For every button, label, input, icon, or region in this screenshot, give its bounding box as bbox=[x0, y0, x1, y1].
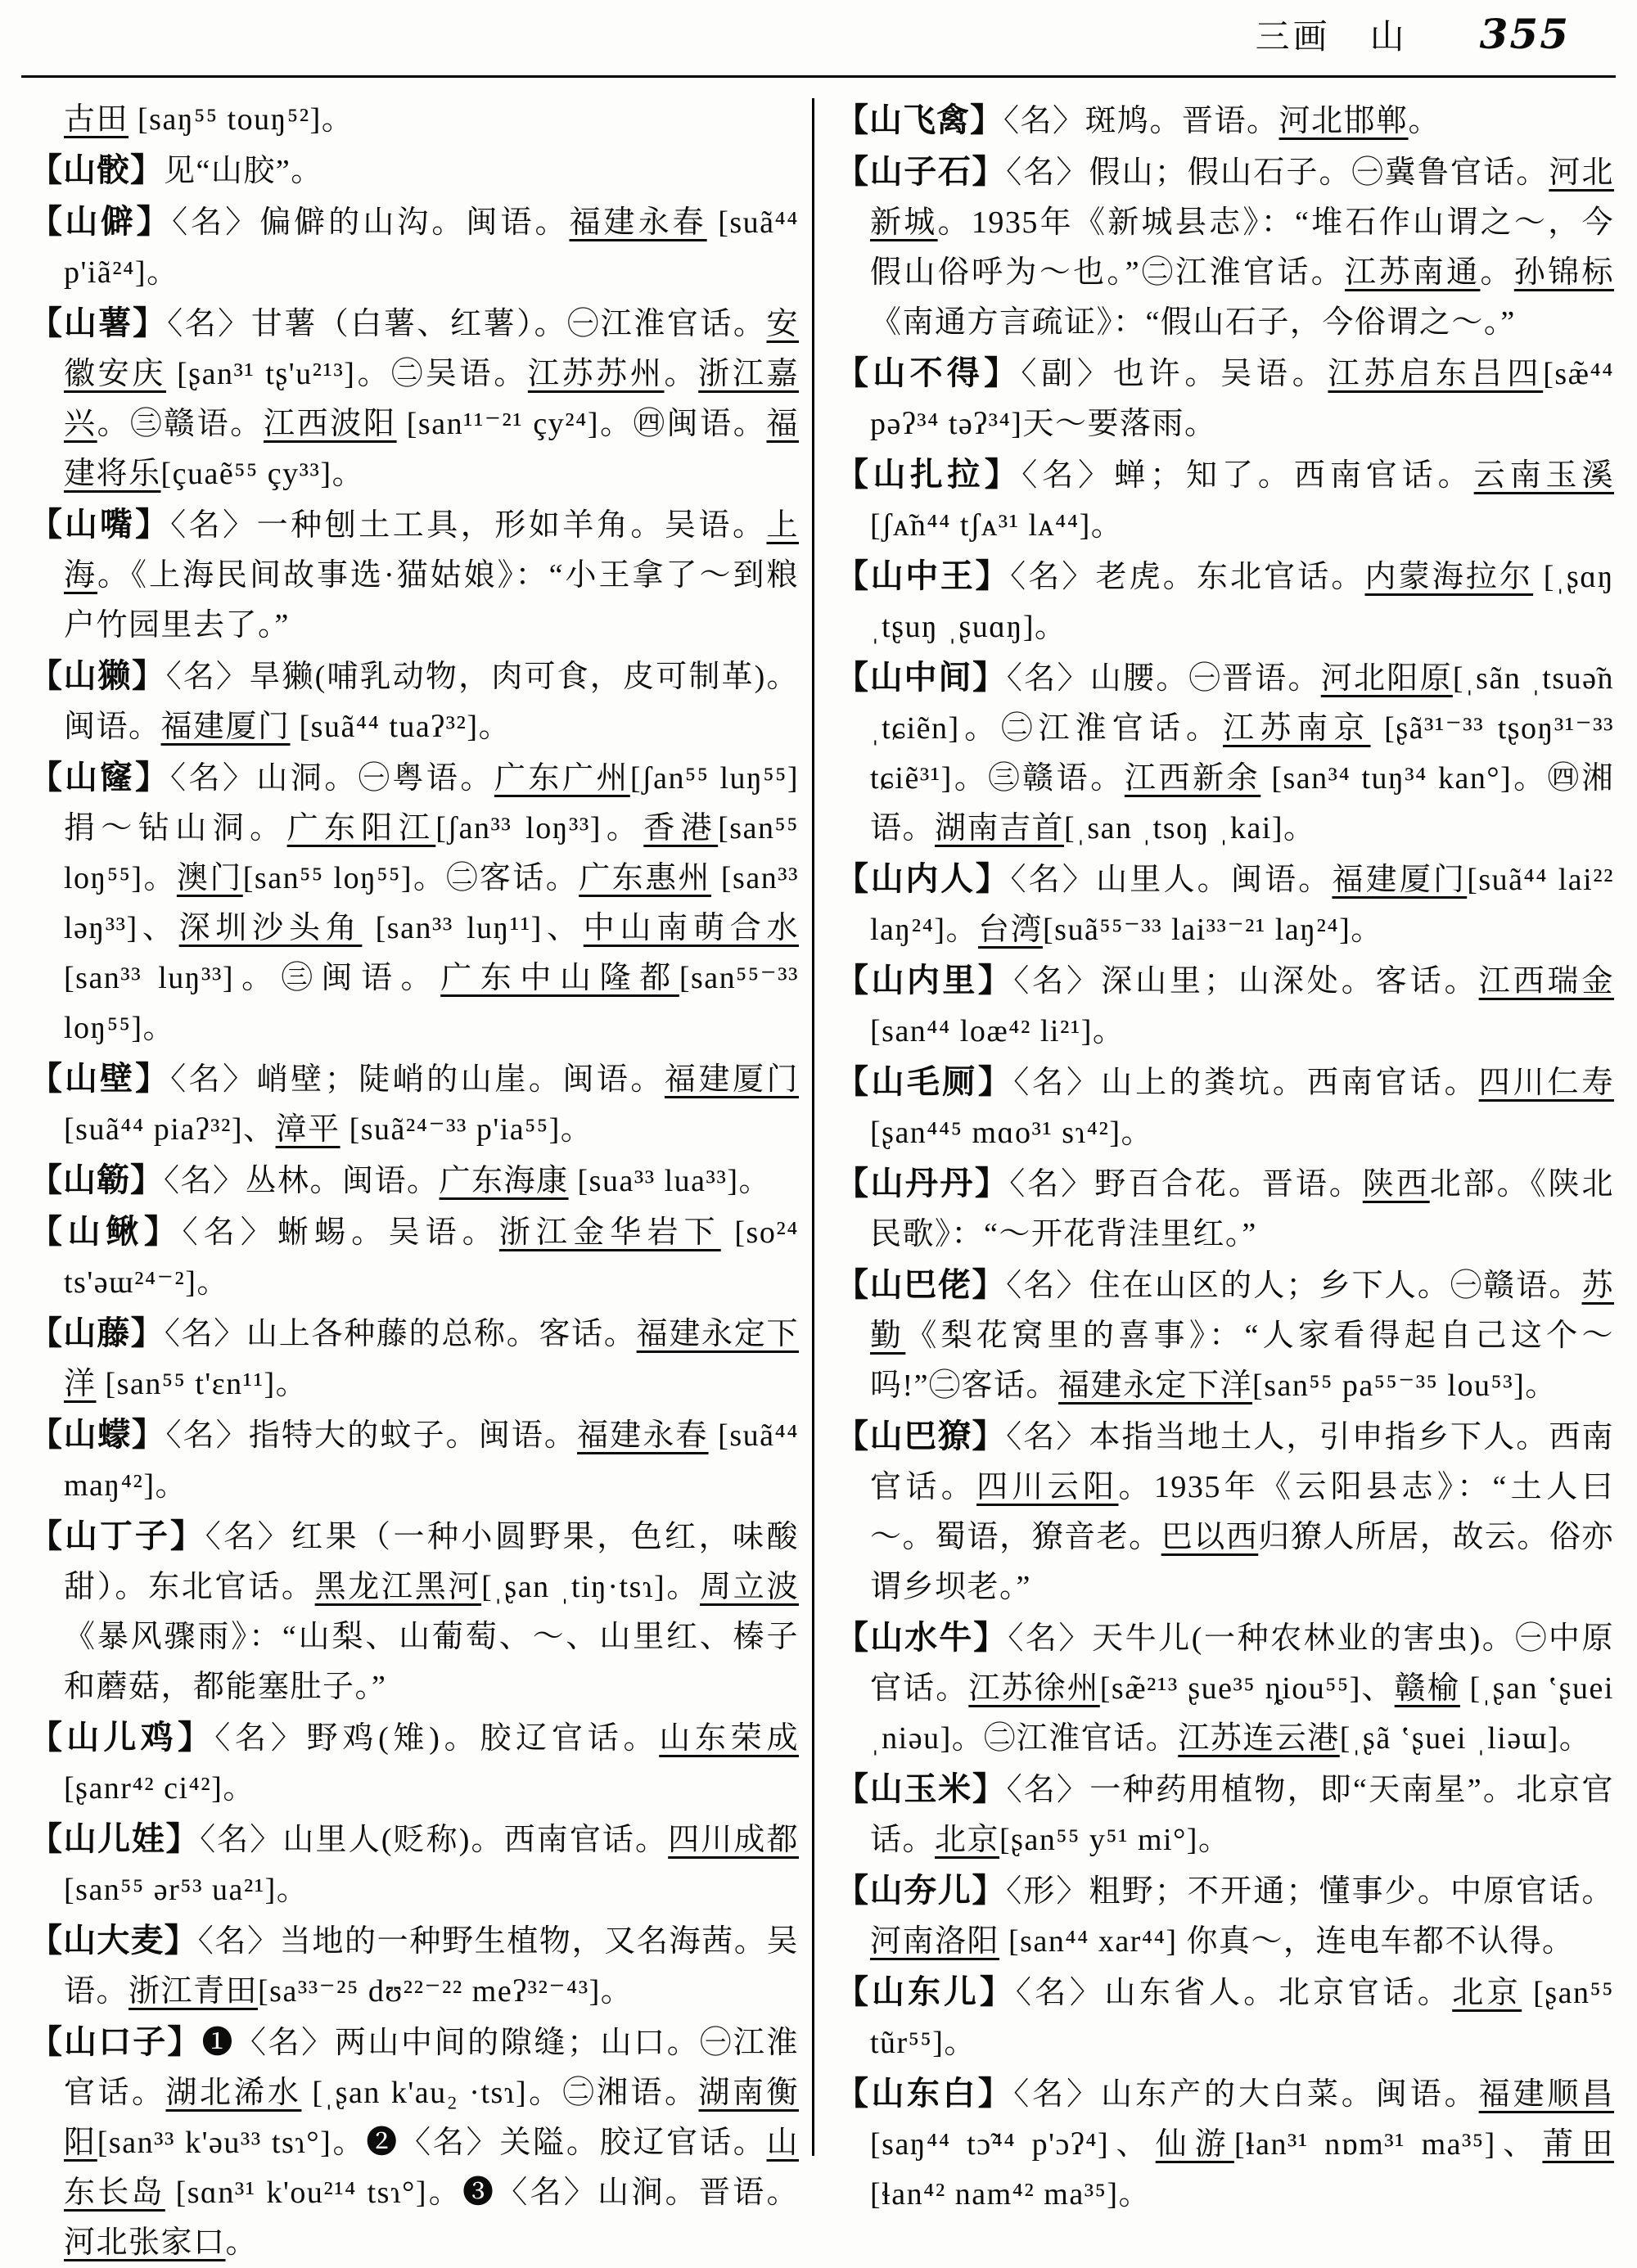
dict-entry: 【山鳅】〈名〉蜥蜴。吴语。浙江金华岩下 [so²⁴ ts'əɯ²⁴⁻²]。 bbox=[29, 1213, 799, 1300]
place-name: 河南洛阳 bbox=[870, 1924, 1000, 1959]
entry-headword: 【山窿】 bbox=[29, 759, 170, 796]
place-name: 深圳沙头角 bbox=[178, 911, 363, 945]
dict-entry: 【山毛厕】〈名〉山上的粪坑。西南官话。四川仁寿 [ʂan⁴⁴⁵ mɑo³¹ sɿ⁴²]。 bbox=[836, 1063, 1614, 1150]
entry-headword: 【山内人】 bbox=[836, 860, 1011, 897]
entry-headword: 【山夯儿】 bbox=[836, 1872, 1007, 1909]
place-name: 江苏苏州 bbox=[527, 357, 665, 391]
place-name: 北京 bbox=[935, 1823, 1000, 1857]
place-name: 福建厦门 bbox=[664, 1062, 799, 1097]
place-name: 浙江金华岩下 bbox=[498, 1215, 721, 1250]
place-name: 中山南萌合水 bbox=[583, 911, 799, 945]
dict-entry: 【山藤】〈名〉山上各种藤的总称。客话。福建永定下洋 [san⁵⁵ t'ɛn¹¹]。 bbox=[29, 1314, 799, 1401]
dict-entry: 【山扎拉】〈名〉蝉；知了。西南官话。云南玉溪[ʃᴀ̃n⁴⁴ tʃᴀ³¹ lᴀ⁴⁴]。 bbox=[836, 456, 1614, 543]
dict-entry: 【山内人】〈名〉山里人。闽语。福建厦门[suã⁴⁴ lai²² laŋ²⁴]。台湾[suã⁵⁵⁻³³ lai³³⁻²¹ laŋ²⁴]。 bbox=[836, 860, 1614, 947]
entry-headword: 【山中间】 bbox=[836, 659, 1007, 696]
dict-entry: 【山薯】〈名〉甘薯（白薯、红薯）。㊀江淮官话。安徽安庆 [ʂan³¹ tʂ'u²¹³]。㊁吴语。江苏苏州。浙江嘉兴。㊂赣语。江西波阳 [san¹¹⁻²¹ çy²⁴]。㊃闽语。福建将乐[çuaẽ⁵⁵ çy³³]。 bbox=[29, 304, 799, 491]
entry-headword: 【山扎拉】 bbox=[836, 456, 1022, 493]
entry-headword: 【山巴獠】 bbox=[836, 1418, 1007, 1454]
place-name: 福建永春 bbox=[569, 205, 707, 240]
dict-entry: 【山东白】〈名〉山东产的大白菜。闽语。福建顺昌 [saŋ⁴⁴ tɔ̃⁴⁴ p'ɔʔ⁴]、仙游[ɬan³¹ nɒm³¹ ma³⁵]、莆田 [ɬan⁴² nam⁴² ma³⁵]。 bbox=[836, 2075, 1614, 2212]
place-name: 周立波 bbox=[700, 1570, 799, 1604]
dict-entry: 【山丁子】〈名〉红果（一种小圆野果，色红，味酸甜）。东北官话。黑龙江黑河[ˌʂan ˌtiŋ·tsɿ]。周立波《暴风骤雨》：“山梨、山葡萄、～、山里红、榛子和蘑菇，都能塞肚子。” bbox=[29, 1517, 799, 1704]
place-name: 河北张家口 bbox=[64, 2225, 226, 2260]
entry-headword: 【山藤】 bbox=[29, 1314, 165, 1351]
entry-headword: 【山丁子】 bbox=[29, 1517, 205, 1554]
place-name: 湖南衡阳 bbox=[64, 2076, 799, 2160]
dict-entry: 【山玉米】〈名〉一种药用植物，即“天南星”。北京官话。北京[ʂan⁵⁵ y⁵¹ mi°]。 bbox=[836, 1770, 1615, 1857]
entry-headword: 【山不得】 bbox=[836, 354, 1021, 391]
place-name: 福建厦门 bbox=[1332, 863, 1468, 897]
dict-entry: 【山中王】〈名〉老虎。东北官话。内蒙海拉尔 [ˌʂɑŋ ˌtʂuŋ ˌʂuɑŋ]。 bbox=[836, 557, 1614, 644]
dict-entry: 【山巴獠】〈名〉本指当地土人，引申指乡下人。西南官话。四川云阳。1935年《云阳县志》：“土人曰～。蜀语，獠音老。巴以西归獠人所居，故云。俗亦谓乡坝老。” bbox=[836, 1418, 1614, 1604]
place-name: 浙江嘉兴 bbox=[64, 357, 799, 441]
dict-entry: 【山窿】〈名〉山洞。㊀粤语。广东广州[ʃan⁵⁵ luŋ⁵⁵]捐～钻山洞。广东阳江[ʃan³³ loŋ³³]。香港[san⁵⁵ loŋ⁵⁵]。澳门[san⁵⁵ loŋ⁵⁵]。㊁客话。广东惠州 [san³³ ləŋ³³]、深圳沙头角 [san³³ luŋ¹¹]、中山南萌合水 [san³³ luŋ³³]。㊂闽语。广东中山隆都[san⁵⁵⁻³³ loŋ⁵⁵]。 bbox=[29, 759, 799, 1045]
entry-headword: 【山儿鸡】 bbox=[29, 1719, 215, 1756]
place-name: 广东广州 bbox=[494, 761, 630, 796]
entry-headword: 【山水牛】 bbox=[836, 1619, 1008, 1656]
place-name: 古田 bbox=[64, 102, 129, 137]
place-name: 陕西 bbox=[1362, 1167, 1430, 1202]
entry-headword: 【山壁】 bbox=[29, 1060, 171, 1097]
place-name: 广东阳江 bbox=[286, 811, 436, 845]
radical-title: 山 bbox=[1369, 19, 1408, 56]
entry-headword: 【山中王】 bbox=[836, 557, 1011, 594]
dict-entry: 【山僻】〈名〉偏僻的山沟。闽语。福建永春 [suã⁴⁴ p'iã²⁴]。 bbox=[29, 203, 799, 290]
place-name: 广东中山隆都 bbox=[440, 961, 679, 995]
entry-headword: 【山飞禽】 bbox=[836, 101, 1003, 138]
text-columns bbox=[29, 95, 1615, 2260]
dict-entry: 【山大麦】〈名〉当地的一种野生植物，又名海茜。吴语。浙江青田[sa³³⁻²⁵ dʊ²²⁻²² meʔ³²⁻⁴³]。 bbox=[29, 1922, 799, 2009]
place-name: 漳平 bbox=[275, 1112, 340, 1147]
place-name: 江西波阳 bbox=[263, 407, 397, 441]
place-name: 福建永定下洋 bbox=[1058, 1368, 1253, 1403]
place-name: 福建顺昌 bbox=[1478, 2077, 1614, 2112]
place-name: 巴以西 bbox=[1161, 1520, 1259, 1554]
place-name: 孙锦标 bbox=[1513, 255, 1614, 290]
dict-entry: 【山水牛】〈名〉天牛儿(一种农林业的害虫)。㊀中原官话。江苏徐州[sæ̃²¹³ ʂue³⁵ ȵiou⁵⁵]、赣榆 [ˌʂan ʽʂuei ˌniəu]。㊁江淮官话。江苏连云港[ˌʂã ʽʂuei ˌliəɯ]。 bbox=[836, 1619, 1615, 1756]
dict-entry: 【山不得】〈副〉也许。吴语。江苏启东吕四[sæ̃⁴⁴ pəʔ³⁴ təʔ³⁴]天～要落雨。 bbox=[836, 354, 1614, 441]
dict-entry: 【山獭】〈名〉旱獭(哺乳动物，肉可食，皮可制革)。闽语。福建厦门 [suã⁴⁴ tuaʔ³²]。 bbox=[29, 657, 800, 744]
dict-entry: 【山嘴】〈名〉一种刨土工具，形如羊角。吴语。上海。《上海民间故事选·猫姑娘》：“小王拿了～到粮户竹园里去了。” bbox=[29, 506, 799, 643]
entry-headword: 【山玉米】 bbox=[836, 1770, 1007, 1807]
column-right bbox=[836, 95, 1615, 2212]
dict-entry: 【山骹】见“山胶”。 bbox=[29, 151, 323, 188]
place-name: 澳门 bbox=[176, 861, 243, 895]
dict-entry: 古田 [saŋ⁵⁵ touŋ⁵²]。 bbox=[64, 102, 354, 137]
entry-headword: 【山簕】 bbox=[29, 1161, 164, 1198]
place-name: 福建厦门 bbox=[160, 710, 291, 744]
dict-entry: 【山巴佬】〈名〉住在山区的人；乡下人。㊀赣语。苏勤《梨花窝里的喜事》：“人家看得起自己这个～吗!”㊁客话。福建永定下洋[san⁵⁵ pa⁵⁵⁻³⁵ lou⁵³]。 bbox=[836, 1266, 1614, 1403]
column-left bbox=[29, 95, 800, 2260]
place-name: 云南玉溪 bbox=[1473, 458, 1614, 493]
place-name: 香港 bbox=[643, 811, 719, 845]
entry-headword: 【山内里】 bbox=[836, 962, 1014, 999]
place-name: 福建将乐 bbox=[64, 407, 799, 491]
place-name: 上海 bbox=[64, 508, 799, 593]
place-name: 广东惠州 bbox=[579, 861, 711, 895]
place-name: 湖南吉首 bbox=[935, 811, 1065, 845]
place-name: 河北邯郸 bbox=[1278, 104, 1409, 138]
place-name: 黑龙江黑河 bbox=[314, 1570, 482, 1604]
place-name: 莆田 bbox=[1542, 2127, 1614, 2162]
dict-entry: 【山内里】〈名〉深山里；山深处。客话。江西瑞金 [san⁴⁴ loæ⁴² li²¹]。 bbox=[836, 962, 1614, 1048]
place-name: 江苏南通 bbox=[1345, 255, 1481, 290]
place-name: 台湾 bbox=[978, 913, 1044, 947]
page-header bbox=[0, 10, 1637, 59]
place-name: 江苏南京 bbox=[1223, 711, 1371, 746]
entry-headword: 【山东白】 bbox=[836, 2075, 1014, 2112]
dict-entry: 【山子石】〈名〉假山；假山石子。㊀冀鲁官话。河北新城。1935年《新城县志》：“堆石作山谓之～，今假山俗呼为～也。”㊁江淮官话。江苏南通。孙锦标《南通方言疏证》：“假山石子，今俗谓之～。” bbox=[836, 153, 1614, 340]
place-name: 仙游 bbox=[1155, 2127, 1234, 2162]
dict-entry: 【山飞禽】〈名〉斑鸠。晋语。河北邯郸。 bbox=[836, 101, 1441, 138]
dict-entry: 【山东儿】〈名〉山东省人。北京官话。北京 [ʂan⁵⁵ tũr⁵⁵]。 bbox=[836, 1973, 1614, 2060]
entry-headword: 【山儿娃】 bbox=[29, 1820, 201, 1857]
entry-headword: 【山大麦】 bbox=[29, 1922, 198, 1959]
entry-headword: 【山毛厕】 bbox=[836, 1063, 1014, 1100]
dict-entry: 【山壁】〈名〉峭壁；陡峭的山崖。闽语。福建厦门[suã⁴⁴ piaʔ³²]、漳平 [suã²⁴⁻³³ p'ia⁵⁵]。 bbox=[29, 1060, 799, 1147]
dict-entry: 【山丹丹】〈名〉野百合花。晋语。陕西北部。《陕北民歌》：“～开花背洼里红。” bbox=[836, 1165, 1614, 1251]
header-rule bbox=[21, 75, 1616, 78]
entry-headword: 【山丹丹】 bbox=[836, 1165, 1010, 1202]
entry-headword: 【山嘴】 bbox=[29, 506, 171, 543]
place-name: 山东荣成 bbox=[659, 1721, 799, 1756]
place-name: 江西新余 bbox=[1124, 761, 1261, 796]
place-name: 福建永春 bbox=[577, 1418, 709, 1453]
place-name: 江西瑞金 bbox=[1478, 964, 1614, 999]
place-name: 河北阳原 bbox=[1320, 661, 1453, 696]
dict-entry: 【山夯儿】〈形〉粗野；不开通；懂事少。中原官话。河南洛阳 [san⁴⁴ xar⁴⁴] 你真～，连电车都不认得。 bbox=[836, 1872, 1614, 1959]
entry-headword: 【山巴佬】 bbox=[836, 1266, 1007, 1303]
place-name: 江苏徐州 bbox=[968, 1671, 1100, 1706]
dict-entry: 【山儿娃】〈名〉山里人(贬称)。西南官话。四川成都 [san⁵⁵ ər⁵³ ua²¹]。 bbox=[29, 1820, 799, 1907]
entry-headword: 【山鳅】 bbox=[29, 1213, 183, 1250]
place-name: 赣榆 bbox=[1394, 1671, 1460, 1706]
place-name: 内蒙海拉尔 bbox=[1364, 560, 1534, 594]
entry-headword: 【山獭】 bbox=[29, 657, 166, 694]
column-divider bbox=[812, 98, 814, 2156]
section-title: 三画 bbox=[1255, 19, 1331, 56]
place-name: 广东海康 bbox=[439, 1164, 569, 1198]
page-number: 355 bbox=[1479, 10, 1570, 58]
entry-headword: 【山蠓】 bbox=[29, 1416, 166, 1453]
place-name: 江苏连云港 bbox=[1178, 1721, 1340, 1756]
dict-entry: 【山蠓】〈名〉指特大的蚊子。闽语。福建永春 [suã⁴⁴ maŋ⁴²]。 bbox=[29, 1416, 799, 1503]
place-name: 北京 bbox=[1452, 1976, 1522, 2010]
dict-entry: 【山口子】❶〈名〉两山中间的隙缝；山口。㊀江淮官话。湖北浠水 [ˌʂan k'au₂ ·tsɿ]。㊁湘语。湖南衡阳[san³³ k'əu³³ tsɿ°]。❷〈名〉关隘。胶辽官话。山东长岛 [sɑn³¹ k'ou²¹⁴ tsɿ°]。❸〈名〉山涧。晋语。河北张家口。 bbox=[29, 2023, 799, 2260]
place-name: 四川云阳 bbox=[976, 1470, 1119, 1504]
dict-entry: 【山儿鸡】〈名〉野鸡(雉)。胶辽官话。山东荣成[ʂanr⁴² ci⁴²]。 bbox=[29, 1719, 799, 1806]
entry-headword: 【山东儿】 bbox=[836, 1973, 1016, 2010]
entry-headword: 【山口子】 bbox=[29, 2023, 202, 2060]
entry-headword: 【山僻】 bbox=[29, 203, 173, 240]
place-name: 山东长岛 bbox=[64, 2126, 799, 2210]
place-name: 安徽安庆 bbox=[64, 307, 799, 391]
place-name: 湖北浠水 bbox=[165, 2076, 302, 2110]
place-name: 河北新城 bbox=[870, 156, 1614, 240]
dict-entry: 【山中间】〈名〉山腰。㊀晋语。河北阳原[ˌsãn ˌtsuə̃n ˌtɕiẽn]。㊁江淮官话。江苏南京 [ʂã³¹⁻³³ tʂoŋ³¹⁻³³ tɕiẽ³¹]。㊂赣语。江西新余 [san³⁴ tuŋ³⁴ kan°]。㊃湘语。湖南吉首[ˌsan ˌtsoŋ ˌkai]。 bbox=[836, 659, 1614, 845]
place-name: 四川仁寿 bbox=[1478, 1066, 1614, 1100]
entry-headword: 【山子石】 bbox=[836, 153, 1007, 190]
entry-headword: 【山骹】 bbox=[29, 151, 164, 188]
entry-headword: 【山薯】 bbox=[29, 304, 168, 341]
place-name: 苏勤 bbox=[870, 1269, 1614, 1353]
place-name: 福建永定下洋 bbox=[64, 1317, 799, 1401]
place-name: 浙江青田 bbox=[129, 1974, 259, 2009]
place-name: 江苏启东吕四 bbox=[1328, 357, 1544, 391]
dict-entry: 【山簕】〈名〉丛林。闽语。广东海康 [sua³³ lua³³]。 bbox=[29, 1161, 771, 1198]
place-name: 四川成都 bbox=[668, 1823, 799, 1857]
